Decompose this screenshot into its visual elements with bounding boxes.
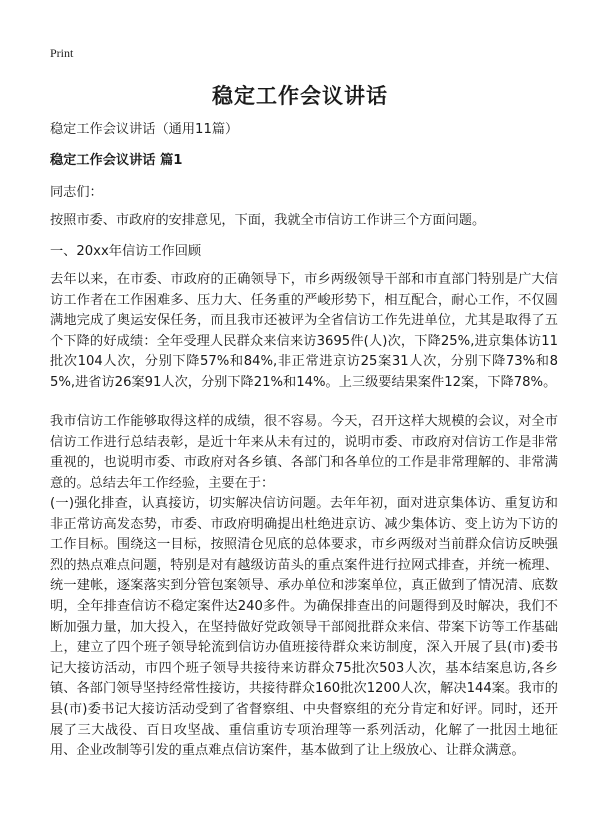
document-title: 稳定工作会议讲话 [212,84,388,108]
paragraph-investigation: (一)强化排查，认真接访，切实解决信访问题。去年年初，面对进京集体访、重复访和非正常访高发态势，市委、市政府明确提出杜绝进京访、减少集体访、变上访为下访的工作目标。围绕这一目标，按照清仓见底的总体要求，市乡两级对当前群众信访反映强烈的热点难点问题，特别是对有越级访苗头的重点案件进行拉网式排查，并统一梳理、统一建帐，逐案落实到分管包案领导、承办单位和涉案单位，真正做到了情况清、底数明，全年排查信访不稳定案件达240多件。为确保排查出的问题得到及时解决，我们不断加强力量，加大投入，在坚持做好党政领导干部阅批群众来信、带案下访等工作基础上，建立了四个班子领导轮流到信访办值班接待群众来访制度，深入开展了县(市)委书记大接访活动，市四个班子领导共接待来访群众75批次503人次，基本结案息访,各乡镇、各部门领导坚持经常性接访，共接待群众160批次1200人次，解决144案。我市的县(市)委书记大接访活动受到了省督察组、中央督察组的充分肯定和好评。同时，还开展了三大战役、百日攻坚战、重信重访专项治理等一系列活动，化解了一批因土地征用、企业改制等引发的重点难点信访案件，基本做到了让上级放心、让群众满意。 [50,496,558,759]
greeting: 同志们： [50,185,103,200]
heading-review: 一、20xx年信访工作回顾 [50,244,202,259]
print-link[interactable]: Print [50,46,74,60]
paragraph-achievements: 去年以来，在市委、市政府的正确领导下，市乡两级领导干部和市直部门特别是广大信访工作者在工作困难多、压力大、任务重的严峻形势下，相互配合，耐心工作，不仅圆满地完成了奥运安保任务，而且我市还被评为全省信访工作先进单位，尤其是取得了五个下降的好成绩：全年受理人民群众来信来访3695件(人)次，下降25%,进京集体访11批次104人次，分别下降57%和84%,非正常进京访25案31人次，分别下降73%和85%,进省访26案91人次，分别下降21%和14%。上三级要结果案件12案，下降78%。 [50,272,558,390]
document-subtitle: 稳定工作会议讲话（通用11篇） [50,122,239,137]
section-title: 稳定工作会议讲话 篇1 [50,153,183,168]
paragraph-experience: 我市信访工作能够取得这样的成绩，很不容易。今天，召开这样大规模的会议，对全市信访工作进行总结表彰，是近十年来从未有过的，说明市委、市政府对信访工作是非常重视的，也说明市委、市政府对各乡镇、各部门和各单位的工作是非常理解的、非常满意的。总结去年工作经验，主要在于： [50,414,558,491]
intro-paragraph: 按照市委、市政府的安排意见，下面，我就全市信访工作讲三个方面问题。 [50,213,486,228]
